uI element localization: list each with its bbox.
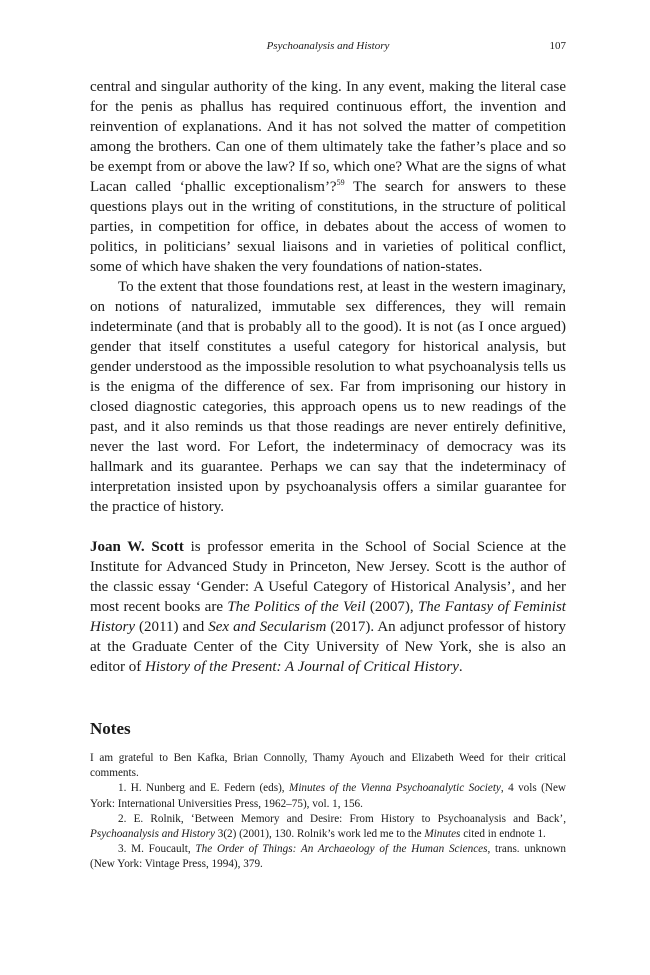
note-3-text-cont: , trans. unknown (New York: Vintage Press, 1994), 379. <box>90 843 566 871</box>
footnote-ref-59: 59 <box>336 178 345 187</box>
page-number: 107 <box>549 40 566 52</box>
paragraph-1-text-cont: The search for answers to these questions plays out in the writing of constitutions, in the structure of political parties, in competition for office, in debates about the access of women to politics, in politicians’ sexual liaisons and in varieties of political conflict, some of which have shaken the very foundations of nation-states. <box>90 179 566 275</box>
bio-text-5: . <box>458 659 463 675</box>
note-2-text: 2. E. Rolnik, ‘Between Memory and Desire: From History to Psychoanalysis and Back’, <box>118 812 566 825</box>
journal-title: History of the Present: A Journal of Critical History <box>144 659 459 675</box>
bio-text-2: (2007), <box>365 599 418 615</box>
book-title-3: Sex and Secularism <box>208 619 327 635</box>
book-title-2: The Fantasy of Feminist History <box>90 599 566 635</box>
note-2-minutes: Minutes <box>424 828 461 841</box>
acknowledgement: I am grateful to Ben Kafka, Brian Connolly, Thamy Ayouch and Elizabeth Weed for their critical comments. <box>90 752 566 780</box>
note-2-text-end: cited in endnote 1. <box>460 828 546 841</box>
running-head <box>90 40 566 62</box>
note-1-text-cont: , 4 vols (New York: International Universities Press, 1962–75), vol. 1, 156. <box>90 782 566 810</box>
author-bio <box>90 537 566 677</box>
note-1-text: 1. H. Nunberg and E. Federn (eds), <box>118 782 289 795</box>
bio-text-4: (2017). An adjunct professor of history at the Graduate Center of the City University of New York, she is also an editor of <box>90 619 566 675</box>
running-title: Psychoanalysis and History <box>266 40 390 52</box>
notes-list <box>90 751 566 873</box>
bio-text-1: is professor emerita in the School of Social Science at the Institute for Advanced Study in Princeton, New Jersey. Scott is the author of the classic essay ‘Gender: A Useful Category of Historical Analysis’, and her most recent books are <box>90 539 567 615</box>
body-text <box>90 77 566 517</box>
paragraph-1-text: central and singular authority of the king. In any event, making the literal case for the penis as phallus has required continuous effort, the invention and reinvention of explanations. And it has not solved the matter of competition among the brothers. Can one of them ultimately take the father’s place and so be exempt from or above the law? If so, which one? What are the signs of what Lacan called ‘phallic exceptionalism’? <box>90 79 566 195</box>
author-name: Joan W. Scott <box>90 539 184 555</box>
paragraph-1 <box>90 77 566 277</box>
note-3-title: The Order of Things: An Archaeology of the Human Sciences <box>195 843 488 856</box>
note-3 <box>90 842 566 872</box>
note-1 <box>90 781 566 811</box>
note-1-title: Minutes of the Vienna Psychoanalytic Society <box>289 782 501 795</box>
note-2 <box>90 812 566 842</box>
book-page <box>90 40 566 873</box>
note-2-journal: Psychoanalysis and History <box>90 828 215 841</box>
notes-heading: Notes <box>90 719 131 738</box>
bio-text-3: (2011) and <box>135 619 209 635</box>
book-title-1: The Politics of the Veil <box>227 599 366 615</box>
note-2-text-cont: 3(2) (2001), 130. Rolnik’s work led me to the <box>214 828 425 841</box>
note-3-text: 3. M. Foucault, <box>118 843 196 856</box>
paragraph-2: To the extent that those foundations rest, at least in the western imaginary, on notions of naturalized, immutable sex differences, they will remain indeterminate (and that is probably all to the good). It is not (as I once argued) gender that itself constitutes a useful category for historical analysis, but gender understood as the impossible resolution to what psychoanalysis tells us is the enigma of the difference of sex. Far from imprisoning our history in closed diagnostic categories, this approach opens us to new readings of the past, and it also reminds us that those readings are never entirely definitive, never the last word. For Lefort, the indeterminacy of democracy was its hallmark and its guarantee. Perhaps we can say that the indeterminacy of interpretation insisted upon by psychoanalysis offers a similar guarantee for the practice of history. <box>90 279 566 515</box>
